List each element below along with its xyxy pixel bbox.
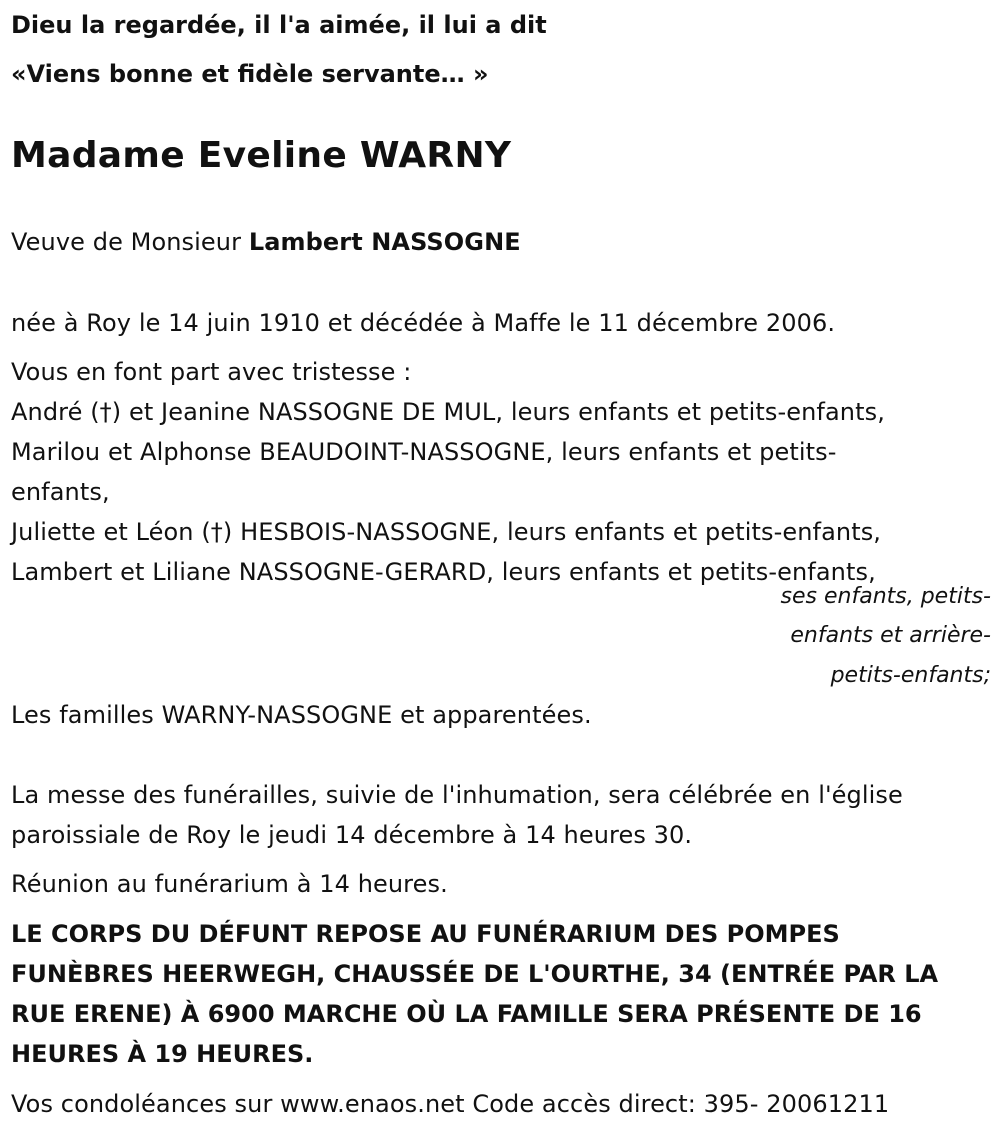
widow-prefix: Veuve de Monsieur bbox=[11, 228, 249, 256]
grandchildren-line: enfants et arrière- bbox=[790, 623, 991, 648]
grandchildren-line: ses enfants, petits- bbox=[780, 584, 991, 609]
meeting-line: Réunion au funérarium à 14 heures. bbox=[11, 870, 448, 898]
spouse-name: Lambert NASSOGNE bbox=[248, 228, 521, 256]
family-intro: Vous en font part avec tristesse : bbox=[11, 358, 412, 386]
notice-line: HEURES À 19 HEURES. bbox=[11, 1040, 314, 1068]
families-line: Les familles WARNY-NASSOGNE et apparentées. bbox=[11, 701, 592, 729]
birth-death-line: née à Roy le 14 juin 1910 et décédée à Maffe le 11 décembre 2006. bbox=[11, 309, 836, 337]
verse-line-2: «Viens bonne et fidèle servante… » bbox=[11, 60, 489, 88]
family-line: enfants, bbox=[11, 478, 110, 506]
condolences-line: Vos condoléances sur www.enaos.net Code accès direct: 395- 20061211 bbox=[11, 1090, 890, 1118]
family-line: Marilou et Alphonse BEAUDOINT-NASSOGNE, leurs enfants et petits- bbox=[11, 438, 837, 466]
family-line: Juliette et Léon (†) HESBOIS-NASSOGNE, leurs enfants et petits-enfants, bbox=[11, 518, 882, 546]
family-line: André (†) et Jeanine NASSOGNE DE MUL, leurs enfants et petits-enfants, bbox=[11, 398, 885, 426]
family-line: Lambert et Liliane NASSOGNE-GERARD, leurs enfants et petits-enfants, bbox=[11, 558, 876, 586]
notice-line: RUE ERENE) À 6900 MARCHE OÙ LA FAMILLE SERA PRÉSENTE DE 16 bbox=[11, 1000, 922, 1028]
notice-line: FUNÈBRES HEERWEGH, CHAUSSÉE DE L'OURTHE, 34 (ENTRÉE PAR LA bbox=[11, 960, 939, 988]
mass-line-2: paroissiale de Roy le jeudi 14 décembre à 14 heures 30. bbox=[11, 821, 693, 849]
verse-line-1: Dieu la regardée, il l'a aimée, il lui a dit bbox=[11, 11, 547, 39]
grandchildren-line: petits-enfants; bbox=[830, 663, 991, 688]
notice-line: LE CORPS DU DÉFUNT REPOSE AU FUNÉRARIUM DES POMPES bbox=[11, 920, 840, 948]
deceased-name: Madame Eveline WARNY bbox=[11, 135, 512, 176]
widow-line bbox=[11, 227, 521, 257]
mass-line-1: La messe des funérailles, suivie de l'inhumation, sera célébrée en l'église bbox=[11, 781, 903, 809]
